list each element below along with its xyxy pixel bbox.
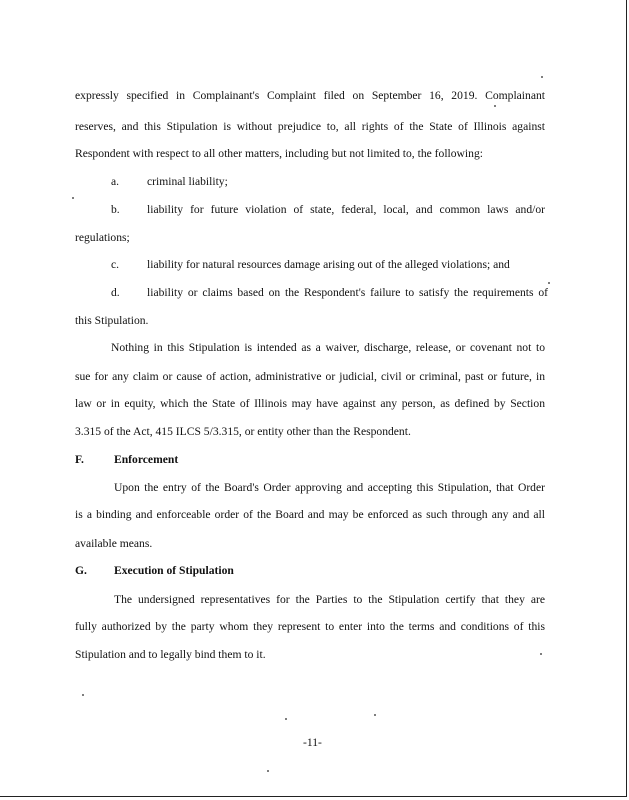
section-f-line-3: available means.: [75, 537, 153, 550]
item-d-text-cont: this Stipulation.: [75, 314, 149, 327]
scan-speck: [72, 197, 74, 199]
scan-speck: [267, 770, 269, 772]
item-c-marker: c.: [111, 258, 120, 271]
item-b-text: liability for future violation of state, federal, local, and common laws and/or: [147, 203, 545, 216]
page-number: -11-: [303, 736, 322, 749]
scan-speck: [548, 282, 550, 284]
item-d-text: liability or claims based on the Respondent's failure to satisfy the requirements of: [147, 286, 548, 299]
scan-speck: [285, 718, 287, 720]
item-b-text-cont: regulations;: [75, 231, 130, 244]
intro-line-3: Respondent with respect to all other matters, including but not limited to, the following:: [75, 147, 483, 160]
item-a-marker: a.: [111, 175, 120, 188]
waiver-line-3: law or in equity, which the State of Illinois may have against any person, as defined by Section: [75, 397, 545, 410]
section-g-line-1: The undersigned representatives for the Parties to the Stipulation certify that they are: [114, 593, 545, 606]
section-g-line-2: fully authorized by the party whom they represent to enter into the terms and conditions of this: [75, 620, 545, 633]
scan-speck: [494, 105, 496, 107]
scan-speck: [540, 653, 542, 655]
section-f-line-2: is a binding and enforceable order of the Board and may be enforced as such through any and all: [75, 508, 545, 521]
scan-speck: [541, 76, 543, 78]
waiver-line-2: sue for any claim or cause of action, administrative or judicial, civil or criminal, past or future, in: [75, 370, 545, 383]
section-g-line-3: Stipulation and to legally bind them to it.: [75, 648, 266, 661]
section-g-letter: G.: [75, 564, 87, 577]
scan-speck: [82, 694, 84, 696]
section-f-line-1: Upon the entry of the Board's Order approving and accepting this Stipulation, that Order: [114, 481, 545, 494]
waiver-line-1: Nothing in this Stipulation is intended as a waiver, discharge, release, or covenant not to: [111, 341, 545, 354]
waiver-line-4: 3.315 of the Act, 415 ILCS 5/3.315, or entity other than the Respondent.: [75, 425, 411, 438]
item-a-text: criminal liability;: [147, 175, 228, 188]
scan-speck: [374, 714, 376, 716]
item-d-marker: d.: [111, 286, 120, 299]
section-f-letter: F.: [75, 453, 84, 466]
section-f-title: Enforcement: [114, 453, 179, 466]
intro-line-1: expressly specified in Complainant's Complaint filed on September 16, 2019. Complainant: [75, 89, 545, 102]
section-g-title: Execution of Stipulation: [114, 564, 234, 577]
intro-line-2: reserves, and this Stipulation is without prejudice to, all rights of the State of Illinois against: [75, 120, 545, 133]
item-b-marker: b.: [111, 203, 120, 216]
item-c-text: liability for natural resources damage arising out of the alleged violations; and: [147, 258, 510, 271]
